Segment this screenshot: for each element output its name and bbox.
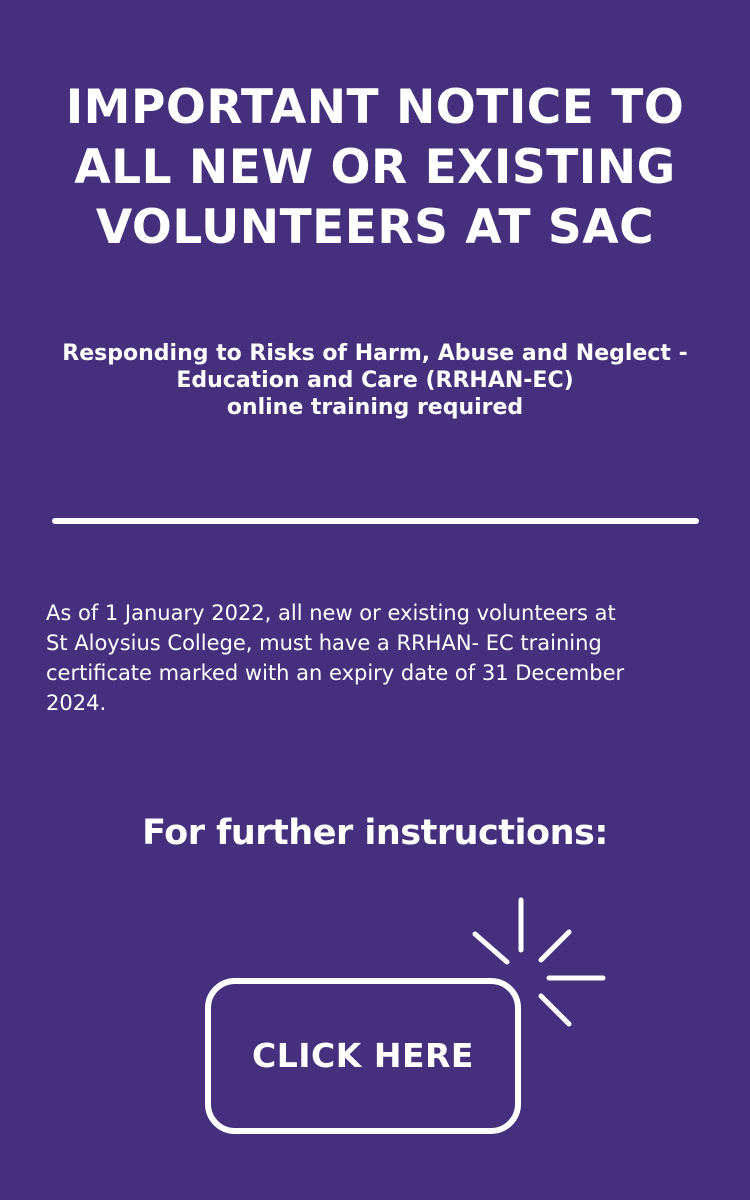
body-line: 2024. bbox=[46, 691, 107, 715]
subtitle-line: Responding to Risks of Harm, Abuse and Neglect - bbox=[62, 341, 688, 366]
headline-line: ALL NEW OR EXISTING bbox=[74, 140, 676, 195]
body-line: As of 1 January 2022, all new or existing volunteers at bbox=[46, 601, 616, 625]
click-here-label: CLICK HERE bbox=[252, 1035, 474, 1075]
headline-line: IMPORTANT NOTICE TO bbox=[65, 80, 685, 135]
body-line: certificate marked with an expiry date of 31 December bbox=[46, 661, 625, 685]
subtitle-line: Education and Care (RRHAN-EC) bbox=[176, 368, 574, 393]
training-subtitle bbox=[20, 340, 730, 421]
subtitle-line: online training required bbox=[226, 395, 524, 420]
headline-line: VOLUNTEERS AT SAC bbox=[95, 200, 655, 255]
divider-line bbox=[52, 518, 699, 524]
body-line: St Aloysius College, must have a RRHAN- EC training bbox=[46, 631, 602, 655]
notice-body bbox=[46, 598, 716, 718]
further-instructions-heading: For further instructions: bbox=[142, 813, 608, 853]
notice-headline bbox=[20, 78, 730, 258]
click-here-button[interactable] bbox=[205, 978, 521, 1134]
